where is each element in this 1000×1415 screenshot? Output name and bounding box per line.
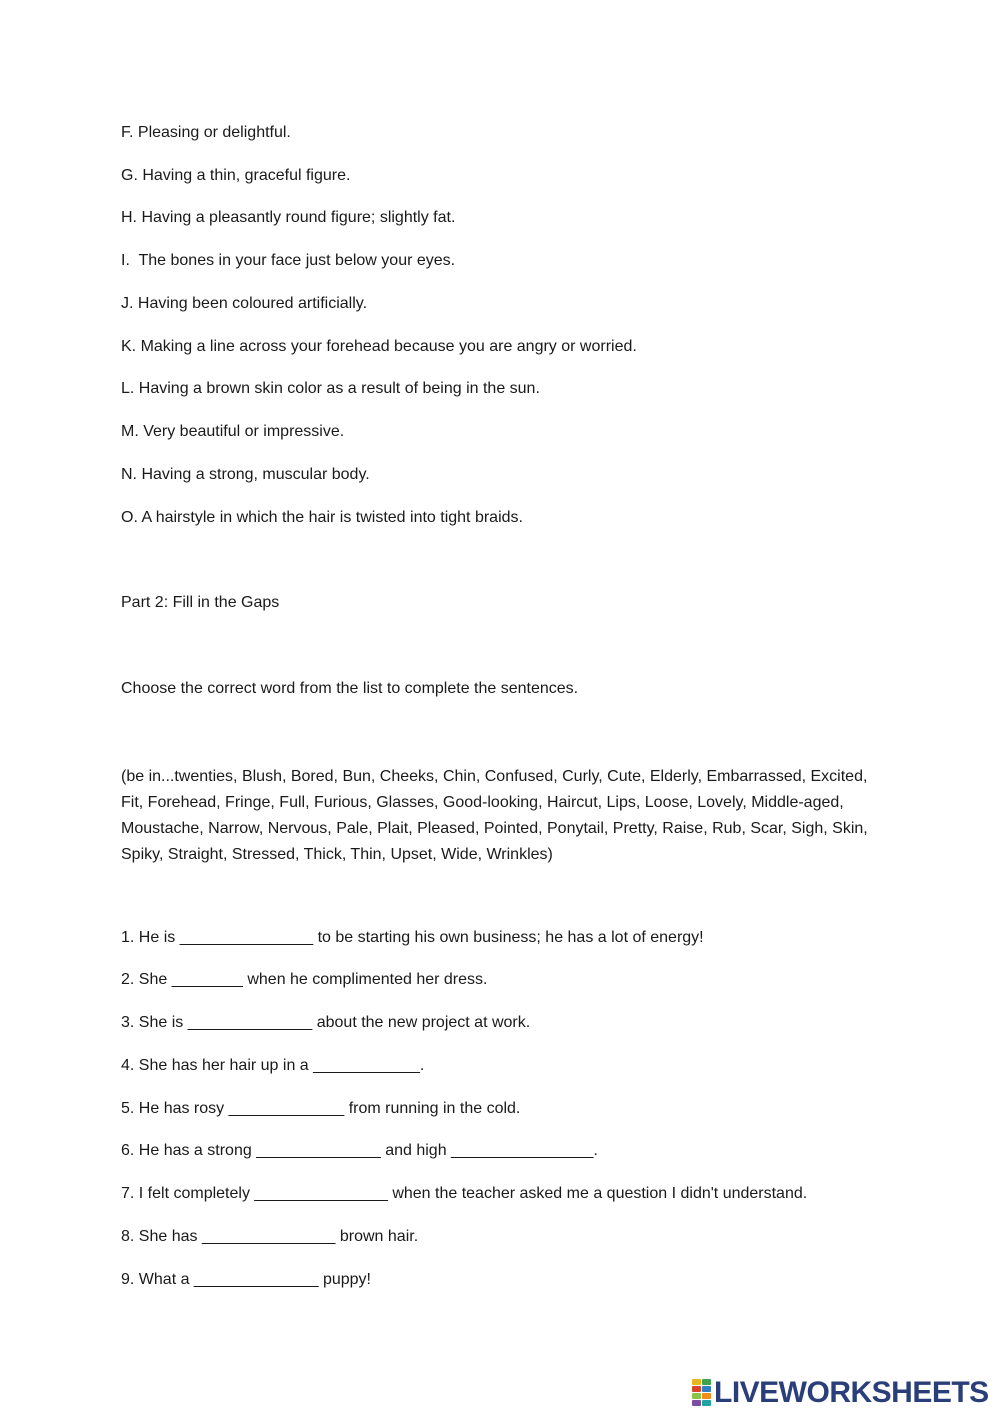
sentence-5: 5. He has rosy _____________ from running in the cold. <box>121 1100 521 1117</box>
logo-square <box>692 1379 701 1385</box>
definition-i: I. The bones in your face just below your eyes. <box>121 252 456 269</box>
definition-g: G. Having a thin, graceful figure. <box>121 167 351 184</box>
logo-square <box>692 1386 701 1392</box>
definition-n: N. Having a strong, muscular body. <box>121 466 370 483</box>
sentence-3: 3. She is ______________ about the new project at work. <box>121 1014 531 1031</box>
word-list: (be in...twenties, Blush, Bored, Bun, Cheeks, Chin, Confused, Curly, Cute, Elderly, Embarrassed, Excited, Fit, Forehead, Fringe, Full, Furious, Glasses, Good-looking, Haircut, Lips, Loose, Lovely, Middle-aged, Moustache, Narrow, Nervous, Pale, Plait, Pleased, Pointed, Ponytail, Pretty, Raise, Rub, Scar, Sigh, Skin, Spiky, Straight, Stressed, Thick, Thin, Upset, Wide, Wrinkles) <box>121 768 868 863</box>
sentence-4: 4. She has her hair up in a ____________. <box>121 1057 425 1074</box>
definition-j: J. Having been coloured artificially. <box>121 295 368 312</box>
sentence-2: 2. She ________ when he complimented her dress. <box>121 971 488 988</box>
part2-heading: Part 2: Fill in the Gaps <box>121 594 280 611</box>
definition-m: M. Very beautiful or impressive. <box>121 423 345 440</box>
brand-name: LIVEWORKSHEETS <box>714 1376 989 1409</box>
definition-l: L. Having a brown skin color as a result of being in the sun. <box>121 380 540 397</box>
definition-h: H. Having a pleasantly round figure; slightly fat. <box>121 209 456 226</box>
liveworksheets-brand[interactable] <box>692 1376 989 1410</box>
logo-square <box>702 1379 711 1385</box>
definition-o: O. A hairstyle in which the hair is twisted into tight braids. <box>121 509 523 526</box>
sentence-8: 8. She has _______________ brown hair. <box>121 1228 419 1245</box>
logo-square <box>692 1393 701 1399</box>
sentence-9: 9. What a ______________ puppy! <box>121 1271 371 1288</box>
logo-square <box>702 1393 711 1399</box>
logo-square <box>702 1386 711 1392</box>
logo-square <box>702 1400 711 1406</box>
sentence-7: 7. I felt completely _______________ when the teacher asked me a question I didn't understand. <box>121 1185 808 1202</box>
sentence-6: 6. He has a strong ______________ and high ________________. <box>121 1142 598 1159</box>
sentence-1: 1. He is _______________ to be starting his own business; he has a lot of energy! <box>121 929 704 946</box>
part2-instruction: Choose the correct word from the list to complete the sentences. <box>121 680 579 697</box>
logo-square <box>692 1400 701 1406</box>
definition-f: F. Pleasing or delightful. <box>121 124 291 141</box>
definition-k: K. Making a line across your forehead because you are angry or worried. <box>121 338 637 355</box>
liveworksheets-logo-icon <box>692 1379 712 1407</box>
